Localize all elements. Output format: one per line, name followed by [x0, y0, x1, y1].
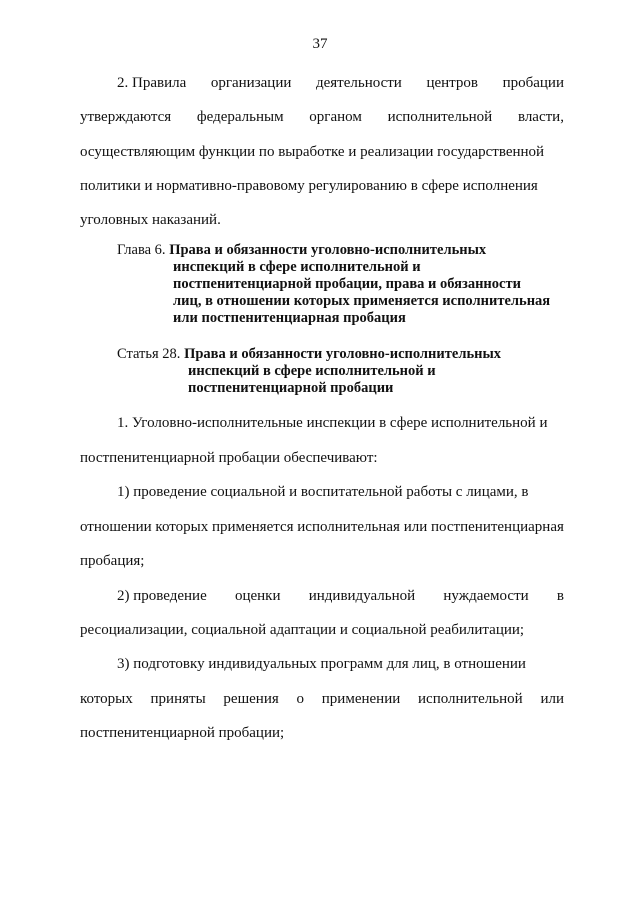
- word: федеральным: [196, 109, 284, 125]
- para-2-line-5: уголовных наказаний.: [80, 212, 221, 228]
- word: нуждаемости: [443, 588, 529, 604]
- word: власти,: [517, 109, 564, 125]
- chapter-title-line-5: или постпенитенциарная пробация: [173, 310, 406, 326]
- word: исполнительной: [387, 109, 493, 125]
- page-number: 37: [312, 36, 328, 52]
- sub-1-line-3: пробация;: [80, 553, 145, 569]
- item-1-line-1: 1. Уголовно-исполнительные инспекции в сфере исполнительной и: [117, 415, 548, 431]
- word: 2) проведение: [117, 588, 207, 604]
- word: пробации: [502, 75, 564, 91]
- article-prefix: Статья 28.: [117, 346, 181, 362]
- word: в: [556, 588, 564, 604]
- chapter-prefix: Глава 6.: [117, 242, 166, 258]
- sub-1-line-1: 1) проведение социальной и воспитательной работы с лицами, в: [117, 484, 529, 500]
- word: применении: [321, 691, 401, 707]
- sub-2-line-1: [117, 587, 564, 605]
- sub-1-line-2: отношении которых применяется исполнительная или постпенитенциарная: [80, 519, 564, 535]
- chapter-heading: [117, 242, 577, 259]
- word: органом: [309, 109, 362, 125]
- word: 2. Правила: [117, 75, 187, 91]
- word: приняты: [150, 691, 206, 707]
- sub-3-line-1: 3) подготовку индивидуальных программ для лиц, в отношении: [117, 656, 526, 672]
- para-2-line-2: [80, 108, 564, 126]
- para-2-line-1: [117, 74, 564, 92]
- word: центров: [426, 75, 478, 91]
- para-2-line-4: политики и нормативно-правовому регулированию в сфере исполнения: [80, 178, 538, 194]
- word: исполнительной: [418, 691, 523, 707]
- word: деятельности: [315, 75, 402, 91]
- word: которых: [80, 691, 133, 707]
- article-title-line-1: Права и обязанности уголовно-исполнительных: [184, 346, 502, 362]
- article-title-line-3: постпенитенциарной пробации: [188, 380, 394, 396]
- chapter-title-line-2: инспекций в сфере исполнительной и: [173, 259, 421, 275]
- word: или: [540, 691, 564, 707]
- word: о: [296, 691, 305, 707]
- para-2-line-3: осуществляющим функции по выработке и реализации государственной: [80, 144, 545, 160]
- word: оценки: [234, 588, 281, 604]
- sub-2-line-2: ресоциализации, социальной адаптации и социальной реабилитации;: [80, 622, 525, 638]
- article-title-line-2: инспекций в сфере исполнительной и: [188, 363, 436, 379]
- word: решения: [223, 691, 279, 707]
- word: индивидуальной: [308, 588, 416, 604]
- item-1-line-2: постпенитенциарной пробации обеспечивают:: [80, 450, 378, 466]
- sub-3-line-2: [80, 690, 564, 708]
- word: организации: [210, 75, 292, 91]
- article-heading: [117, 346, 577, 363]
- sub-3-line-3: постпенитенциарной пробации;: [80, 725, 285, 741]
- chapter-title-line-1: Права и обязанности уголовно-исполнительных: [169, 242, 487, 258]
- word: утверждаются: [80, 109, 172, 125]
- chapter-title-line-3: постпенитенциарной пробации, права и обязанности: [173, 276, 521, 292]
- chapter-title-line-4: лиц, в отношении которых применяется исполнительная: [173, 293, 551, 309]
